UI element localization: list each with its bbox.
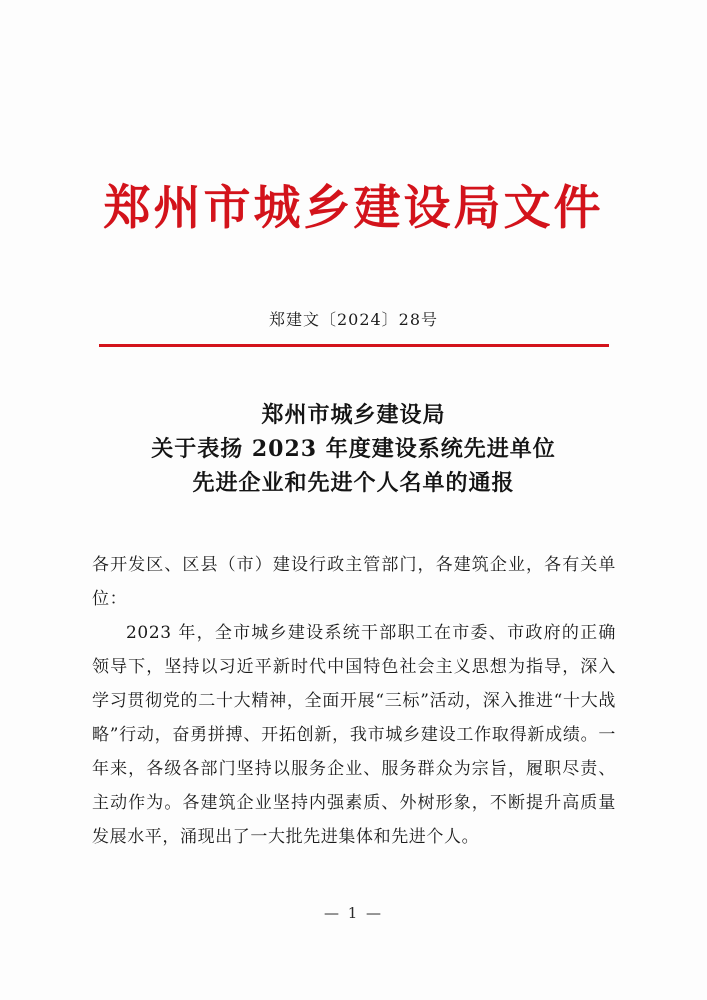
document-number: 郑建文〔2024〕28号 bbox=[268, 310, 439, 329]
body-paragraph-1: 2023 年，全市城乡建设系统干部职工在市委、市政府的正确领导下，坚持以习近平新时代中国特色社会主义思想为指导，深入学习贯彻党的二十大精神，全面开展“三标”活动，深入推进“十大战略”行动，奋勇拼搏、开拓创新，我市城乡建设工作取得新成绩。一年来，各级各部门坚持以服务企业、服务群众为宗旨，履职尽责、主动作为。各建筑企业坚持内强素质、外树形象，不断提升高质量发展水平，涌现出了一大批先进集体和先进个人。 bbox=[92, 623, 616, 847]
document-header-title: 郑州市城乡建设局文件 bbox=[103, 181, 604, 236]
document-header bbox=[0, 182, 707, 236]
red-horizontal-rule bbox=[99, 344, 609, 347]
page-number: — 1 — bbox=[323, 904, 384, 922]
document-title-line-2: 关于表扬 2023 年度建设系统先进单位 bbox=[151, 436, 556, 463]
document-body bbox=[92, 548, 616, 854]
document-title-line-1: 郑州市城乡建设局 bbox=[261, 402, 446, 428]
salutation-paragraph: 各开发区、区县（市）建设行政主管部门，各建筑企业，各有关单位： bbox=[92, 555, 616, 609]
document-title-line-3: 先进企业和先进个人名单的通报 bbox=[192, 470, 515, 497]
document-title bbox=[0, 398, 707, 500]
